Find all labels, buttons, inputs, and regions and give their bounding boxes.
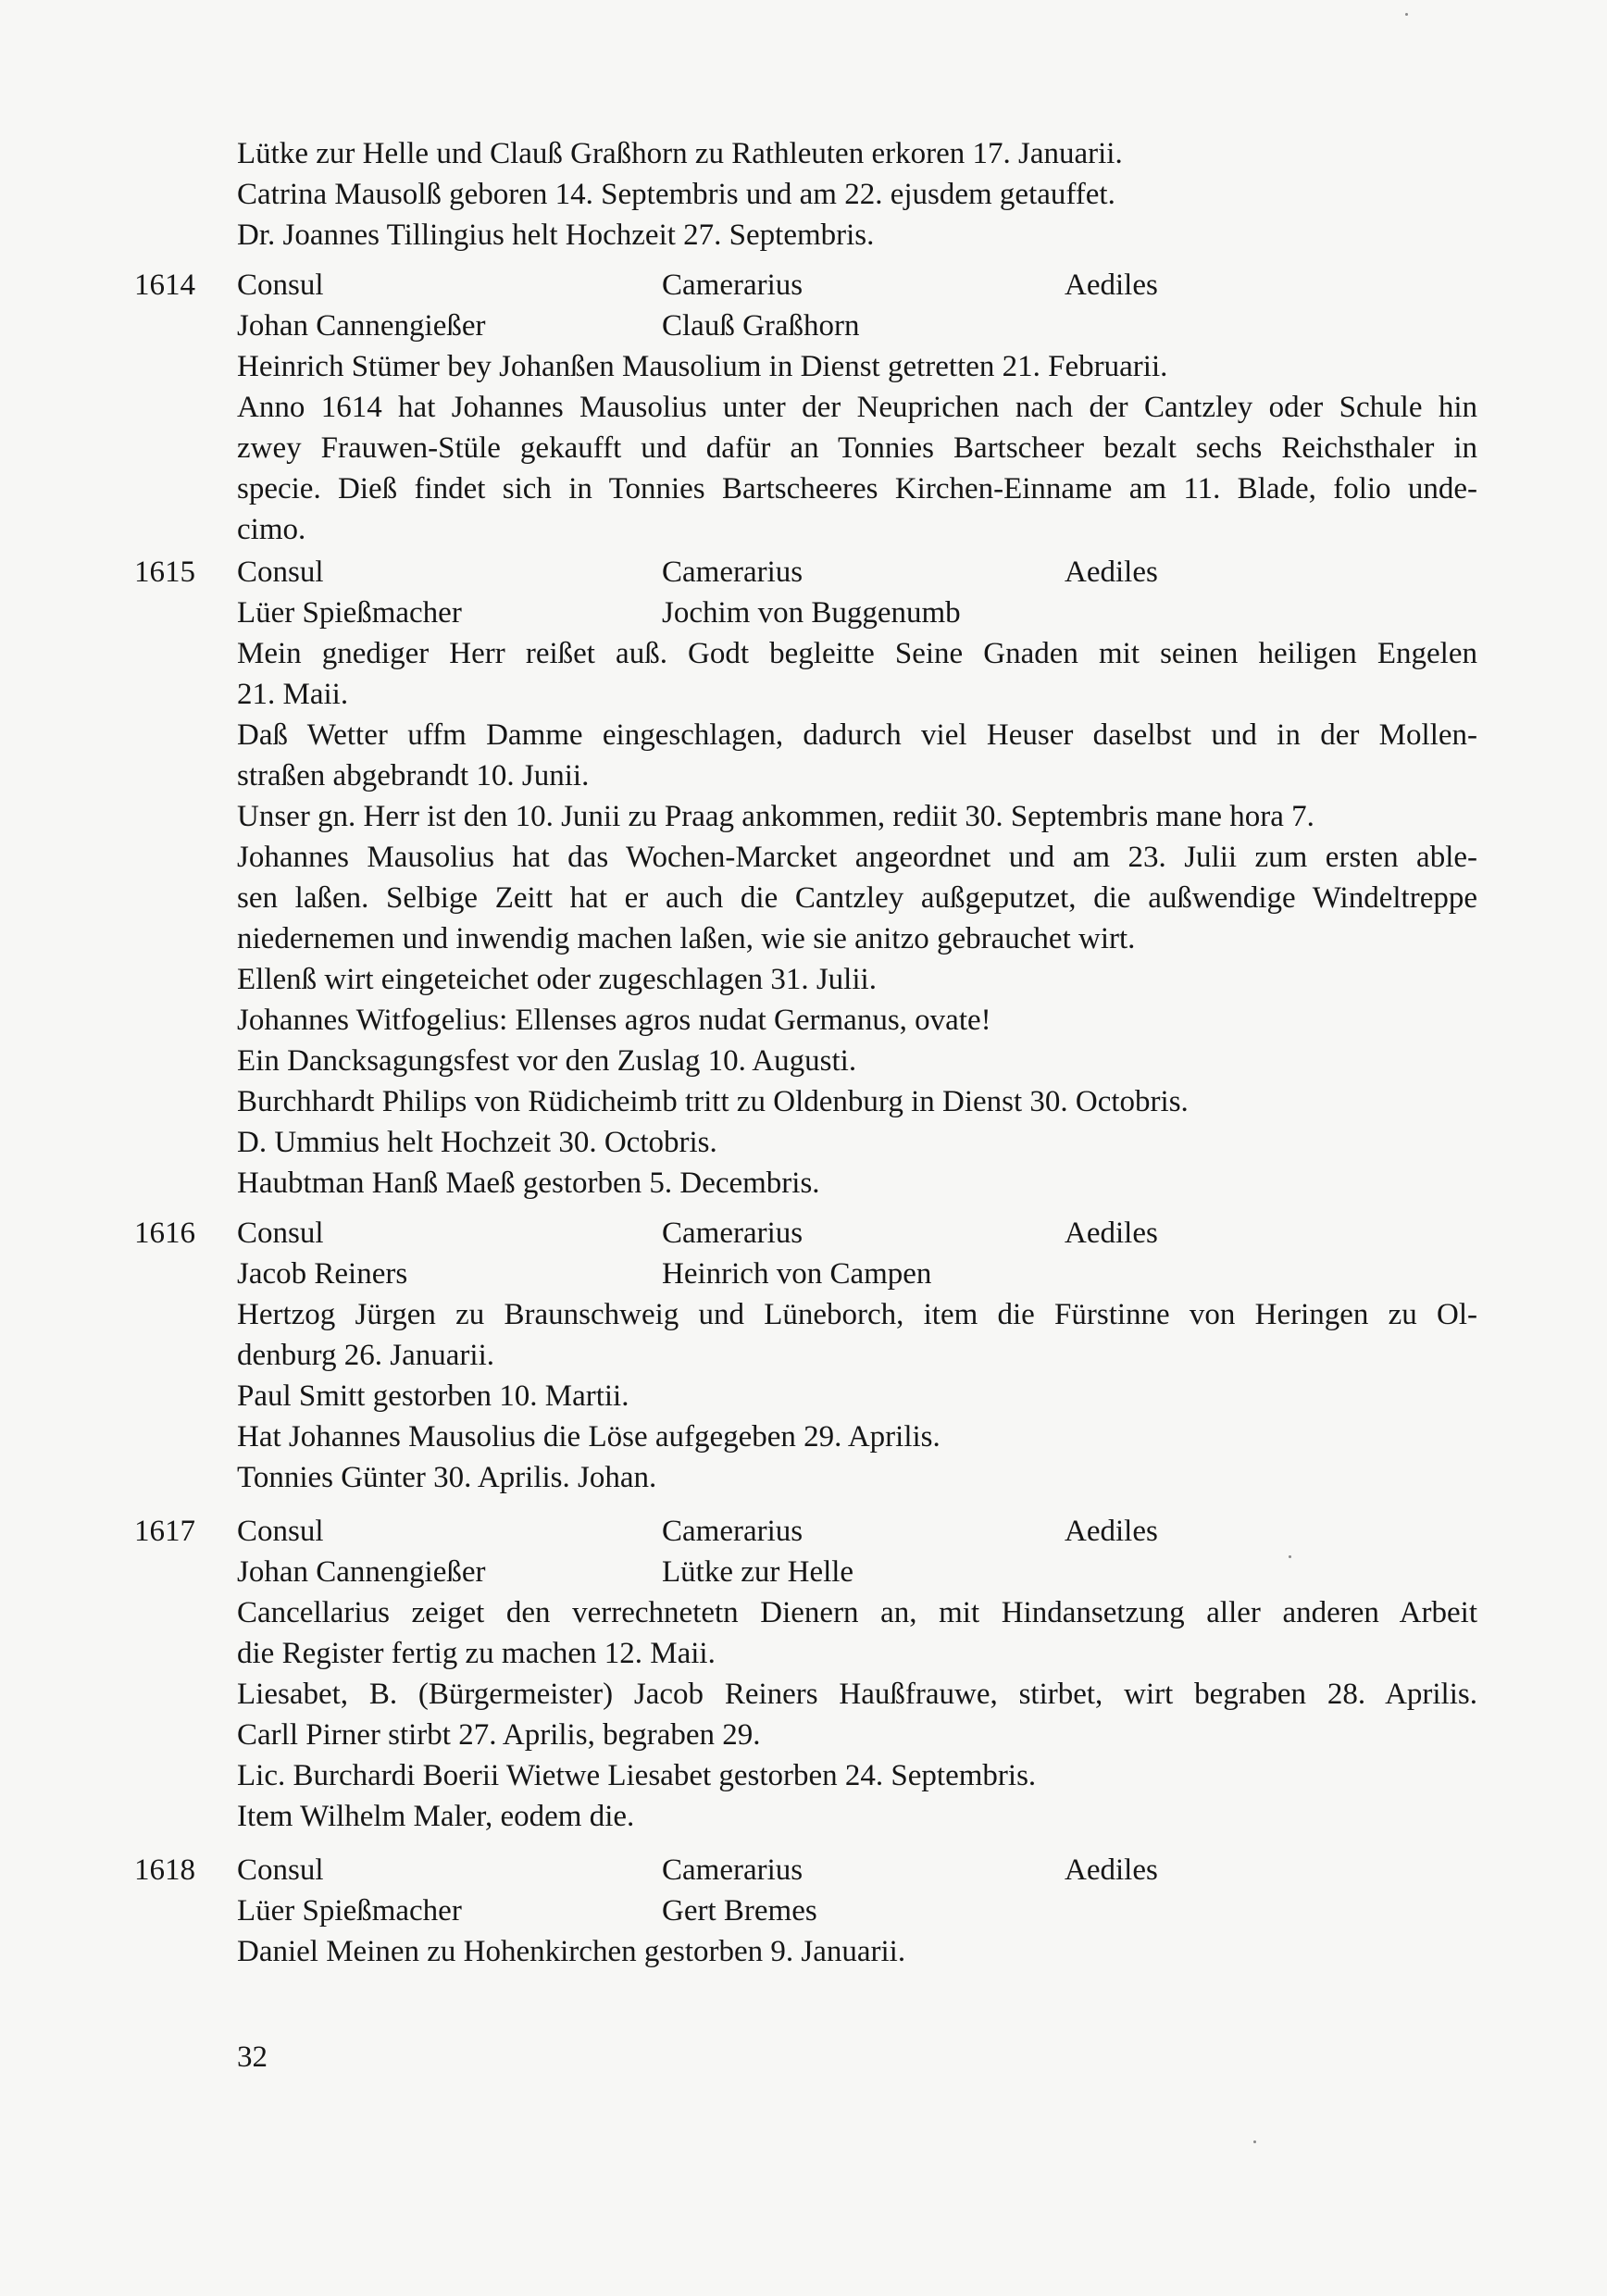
text-line: Hat Johannes Mausolius die Löse aufgegeben 29. Aprilis. — [237, 1420, 941, 1454]
text-line: Catrina Mausolß geboren 14. Septembris und am 22. ejusdem getauffet. — [237, 178, 1115, 211]
year-label: 1615 — [134, 555, 195, 589]
text-line: 21. Maii. — [237, 678, 349, 711]
camerarius-name: Jochim von Buggenumb — [662, 596, 961, 630]
camerarius-heading: Camerarius — [662, 555, 804, 589]
text-line: Mein gnediger Herr reißet auß. Godt begleitte Seine Gnaden mit seinen heiligen Engelen — [237, 637, 1477, 670]
consul-name: Lüer Spießmacher — [237, 596, 462, 630]
scan-speck — [1253, 2140, 1256, 2143]
consul-heading: Consul — [237, 1217, 324, 1250]
text-line: niedernemen und inwendig machen laßen, wie sie anitzo gebrauchet wirt. — [237, 922, 1136, 955]
consul-name: Jacob Reiners — [237, 1257, 408, 1291]
text-line: straßen abgebrandt 10. Junii. — [237, 759, 590, 792]
text-line: Lic. Burchardi Boerii Wietwe Liesabet gestorben 24. Septembris. — [237, 1759, 1037, 1792]
camerarius-heading: Camerarius — [662, 1217, 804, 1250]
consul-heading: Consul — [237, 1853, 324, 1887]
scan-speck — [1405, 13, 1408, 16]
consul-heading: Consul — [237, 555, 324, 589]
text-line: Hertzog Jürgen zu Braunschweig und Lüneborch, item die Fürstinne von Heringen zu Ol- — [237, 1298, 1477, 1331]
aediles-heading: Aediles — [1065, 268, 1158, 302]
text-line: Unser gn. Herr ist den 10. Junii zu Praag ankommen, rediit 30. Septembris mane hora 7. — [237, 800, 1314, 833]
consul-heading: Consul — [237, 268, 324, 302]
text-line: zwey Frauwen-Stüle gekaufft und dafür an Tonnies Bartscheer bezalt sechs Reichsthaler in — [237, 431, 1477, 465]
aediles-heading: Aediles — [1065, 1217, 1158, 1250]
text-line: Lütke zur Helle und Clauß Graßhorn zu Rathleuten erkoren 17. Januarii. — [237, 137, 1123, 170]
text-line: Carll Pirner stirbt 27. Aprilis, begraben 29. — [237, 1718, 761, 1752]
text-line: D. Ummius helt Hochzeit 30. Octobris. — [237, 1126, 717, 1159]
text-line: Paul Smitt gestorben 10. Martii. — [237, 1379, 629, 1413]
aediles-heading: Aediles — [1065, 1515, 1158, 1548]
text-line: Tonnies Günter 30. Aprilis. Johan. — [237, 1461, 657, 1494]
text-line: Ein Dancksagungsfest vor den Zuslag 10. Augusti. — [237, 1044, 857, 1078]
text-line: denburg 26. Januarii. — [237, 1339, 495, 1372]
camerarius-name: Gert Bremes — [662, 1894, 817, 1928]
year-label: 1617 — [134, 1515, 195, 1548]
text-line: sen laßen. Selbige Zeitt hat er auch die Cantzley außgeputzet, die außwendige Windeltreppe — [237, 881, 1477, 915]
aediles-heading: Aediles — [1065, 555, 1158, 589]
text-line: cimo. — [237, 513, 306, 546]
camerarius-name: Lütke zur Helle — [662, 1555, 854, 1589]
camerarius-name: Heinrich von Campen — [662, 1257, 932, 1291]
camerarius-name: Clauß Graßhorn — [662, 309, 860, 343]
scan-speck — [1289, 1555, 1291, 1558]
text-line: Daniel Meinen zu Hohenkirchen gestorben 9. Januarii. — [237, 1935, 906, 1968]
text-line: Haubtman Hanß Maeß gestorben 5. Decembris. — [237, 1167, 820, 1200]
text-line: Cancellarius zeiget den verrechnetetn Dienern an, mit Hindansetzung aller anderen Arbeit — [237, 1596, 1477, 1629]
consul-name: Johan Cannengießer — [237, 309, 486, 343]
year-label: 1618 — [134, 1853, 195, 1887]
consul-heading: Consul — [237, 1515, 324, 1548]
text-line: Anno 1614 hat Johannes Mausolius unter der Neuprichen nach der Cantzley oder Schule hin — [237, 391, 1477, 424]
consul-name: Lüer Spießmacher — [237, 1894, 462, 1928]
text-line: Dr. Joannes Tillingius helt Hochzeit 27. Septembris. — [237, 218, 875, 252]
consul-name: Johan Cannengießer — [237, 1555, 486, 1589]
aediles-heading: Aediles — [1065, 1853, 1158, 1887]
text-line: die Register fertig zu machen 12. Maii. — [237, 1637, 716, 1670]
text-line: Johannes Mausolius hat das Wochen-Marcket angeordnet und am 23. Julii zum ersten able- — [237, 841, 1477, 874]
page-number: 32 — [237, 2040, 268, 2074]
text-line: Johannes Witfogelius: Ellenses agros nudat Germanus, ovate! — [237, 1004, 991, 1037]
text-line: Heinrich Stümer bey Johanßen Mausolium in Dienst getretten 21. Februarii. — [237, 350, 1168, 383]
text-line: Item Wilhelm Maler, eodem die. — [237, 1800, 635, 1833]
camerarius-heading: Camerarius — [662, 268, 804, 302]
text-line: Liesabet, B. (Bürgermeister) Jacob Reiners Haußfrauwe, stirbet, wirt begraben 28. Aprilis. — [237, 1678, 1477, 1711]
text-line: Burchhardt Philips von Rüdicheimb tritt zu Oldenburg in Dienst 30. Octobris. — [237, 1085, 1189, 1118]
text-line: Ellenß wirt eingeteichet oder zugeschlagen 31. Julii. — [237, 963, 877, 996]
text-line: specie. Dieß findet sich in Tonnies Bartscheeres Kirchen-Einname am 11. Blade, folio unde- — [237, 472, 1477, 505]
camerarius-heading: Camerarius — [662, 1515, 804, 1548]
camerarius-heading: Camerarius — [662, 1853, 804, 1887]
text-line: Daß Wetter uffm Damme eingeschlagen, dadurch viel Heuser daselbst und in der Mollen- — [237, 718, 1477, 752]
year-label: 1614 — [134, 268, 195, 302]
year-label: 1616 — [134, 1217, 195, 1250]
